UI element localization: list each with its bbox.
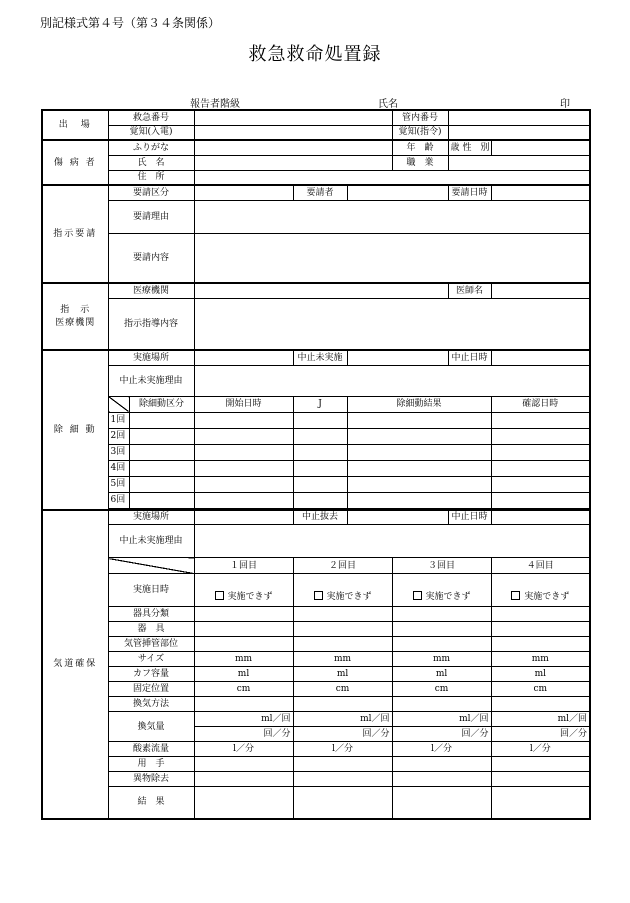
institution-section-line1: 指 示 [60,305,91,315]
defib-round-joule[interactable] [293,460,347,476]
airway-cell[interactable] [293,622,392,637]
doctor-name-field[interactable] [491,283,590,298]
defib-round-start[interactable] [194,476,293,492]
airway-cell[interactable] [392,607,491,622]
airway-stop-remove-field[interactable] [347,510,448,525]
size-unit[interactable]: mm [293,652,392,667]
age-label: 年 齢 [392,140,448,155]
oxygen-unit[interactable]: l／分 [392,742,491,757]
defib-round-row [42,444,590,460]
defib-header-diagonal [108,396,129,412]
intubation-site-label: 気管挿管部位 [108,637,194,652]
defib-round-row [42,492,590,508]
defib-round-start[interactable] [194,412,293,428]
device-label: 器 具 [108,622,194,637]
defib-round-result[interactable] [347,412,491,428]
defib-result-label: 除細動結果 [347,396,491,412]
airway-cell[interactable] [293,607,392,622]
defib-round-joule[interactable] [293,476,347,492]
reporter-name-label: 氏名 [378,99,398,110]
airway-cell[interactable] [194,787,293,819]
defib-not-done-field[interactable] [347,350,448,365]
airway-not-done-reason-field[interactable] [194,525,590,558]
airway-cell[interactable] [392,787,491,819]
airway-location-field[interactable] [194,510,293,525]
defib-not-done-label: 中止未実施 [293,350,347,365]
defib-round-category[interactable] [129,476,194,492]
defib-round-joule[interactable] [293,428,347,444]
checkbox-icon[interactable] [511,591,520,600]
defib-round-label: 1回 [108,412,129,428]
airway-cell[interactable] [293,772,392,787]
defib-round-confirm[interactable] [491,492,590,508]
airway-cell[interactable] [392,637,491,652]
airway-cell[interactable] [194,772,293,787]
airway-cell[interactable] [392,757,491,772]
airway-cell[interactable] [293,787,392,819]
ventilation-method-label: 換気方法 [108,697,194,712]
airway-cell[interactable] [392,772,491,787]
requester-label: 要請者 [293,185,347,200]
assistant-label: 用 手 [108,757,194,772]
cuff-label: カフ容量 [108,667,194,682]
defib-round-label: 3回 [108,444,129,460]
defib-start-time-label: 開始日時 [194,396,293,412]
defib-round-result[interactable] [347,492,491,508]
seal-label: 印 [560,99,570,110]
oxygen-unit[interactable]: l／分 [491,742,590,757]
defib-round-label: 6回 [108,492,129,508]
defib-round-confirm[interactable] [491,428,590,444]
defib-round-category[interactable] [129,492,194,508]
request-category-label: 要請区分 [108,185,194,200]
defib-round-result[interactable] [347,444,491,460]
request-category-field[interactable] [194,185,293,200]
checkbox-icon[interactable] [413,591,422,600]
ventilation-unit1[interactable]: ml／回 [491,712,590,727]
airway-attempt-2-label: ２回目 [293,558,392,574]
airway-cell[interactable] [491,787,590,819]
defib-round-row [42,460,590,476]
oxygen-unit[interactable]: l／分 [194,742,293,757]
airway-not-possible-3[interactable] [392,574,491,607]
foreign-body-label: 異物除去 [108,772,194,787]
not-possible-text: 実施できず [227,592,273,602]
airway-not-possible-1[interactable] [194,574,293,607]
defib-stop-time-field[interactable] [491,350,590,365]
ventilation-unit2[interactable]: 回／分 [491,727,590,742]
sex-field[interactable] [491,140,590,155]
defib-confirm-time-label: 確認日時 [491,396,590,412]
defib-location-field[interactable] [194,350,293,365]
device-category-label: 器具分類 [108,607,194,622]
not-possible-text: 実施できず [524,592,570,602]
airway-cell[interactable] [194,757,293,772]
not-possible-text: 実施できず [425,592,471,602]
defib-round-result[interactable] [347,476,491,492]
airway-cell[interactable] [194,622,293,637]
defib-round-category[interactable] [129,460,194,476]
checkbox-icon[interactable] [314,591,323,600]
address-label: 住 所 [108,170,194,185]
airway-attempt-1-label: １回目 [194,558,293,574]
defib-not-done-reason-field[interactable] [194,365,590,396]
ventilation-volume-label: 換気量 [108,712,194,742]
defib-section: 除 細 動 [42,350,108,510]
ventilation-unit2[interactable]: 回／分 [392,727,491,742]
occupation-field[interactable] [448,155,590,170]
form-number: 別記様式第４号（第３４条関係） [40,16,221,30]
defib-round-joule[interactable] [293,444,347,460]
defib-stop-time-label: 中止日時 [448,350,491,365]
defib-location-label: 実施場所 [108,350,194,365]
jurisdiction-no-field[interactable] [448,110,590,125]
airway-not-done-reason-label: 中止未実施理由 [108,525,194,558]
defib-round-row [42,412,590,428]
emergency-no-label: 救急番号 [108,110,194,125]
defib-round-result[interactable] [347,428,491,444]
defib-round-start[interactable] [194,428,293,444]
medical-institution-label: 医療機関 [108,283,194,298]
airway-cell[interactable] [392,622,491,637]
airway-cell[interactable] [491,757,590,772]
airway-stop-remove-label: 中止抜去 [293,510,347,525]
request-content-label: 要請内容 [108,233,194,283]
emergency-record-form [41,109,591,820]
instruction-content-label: 指示指導内容 [108,298,194,350]
defib-round-confirm[interactable] [491,476,590,492]
defib-round-label: 2回 [108,428,129,444]
defib-round-start[interactable] [194,460,293,476]
cuff-unit[interactable]: ml [392,667,491,682]
ventilation-unit2[interactable]: 回／分 [194,727,293,742]
airway-cell[interactable] [194,697,293,712]
awareness-command-label: 覚知(指令) [392,125,448,140]
defib-joule-label: J [293,396,347,412]
awareness-entry-label: 覚知(入電) [108,125,194,140]
defib-round-start[interactable] [194,492,293,508]
defib-round-confirm[interactable] [491,460,590,476]
request-content-field[interactable] [194,233,590,283]
cuff-unit[interactable]: ml [293,667,392,682]
defib-round-result[interactable] [347,460,491,476]
age-unit [448,140,491,155]
airway-cell[interactable] [491,637,590,652]
not-possible-text: 実施できず [326,592,372,602]
sex-label: 性 別 [462,142,490,153]
reporter-rank-label: 報告者階級 [190,99,240,110]
awareness-command-field[interactable] [448,125,590,140]
defib-round-row [42,428,590,444]
airway-cell[interactable] [194,607,293,622]
airway-not-possible-2[interactable] [293,574,392,607]
defib-round-joule[interactable] [293,492,347,508]
airway-cell[interactable] [392,697,491,712]
airway-cell[interactable] [491,607,590,622]
ventilation-unit1[interactable]: ml／回 [392,712,491,727]
defib-round-confirm[interactable] [491,412,590,428]
instruction-content-field[interactable] [194,298,590,350]
defib-round-row [42,476,590,492]
defib-round-joule[interactable] [293,412,347,428]
defib-not-done-reason-label: 中止未実施理由 [108,365,194,396]
defib-round-start[interactable] [194,444,293,460]
request-section: 指示要請 [42,185,108,283]
oxygen-flow-label: 酸素流量 [108,742,194,757]
oxygen-unit[interactable]: l／分 [293,742,392,757]
airway-header-diagonal [108,558,194,574]
jurisdiction-no-label: 管内番号 [392,110,448,125]
furigana-label: ふりがな [108,140,194,155]
airway-attempt-3-label: ３回目 [392,558,491,574]
doctor-name-label: 医師名 [448,283,491,298]
defib-category-label: 除細動区分 [129,396,194,412]
defib-round-confirm[interactable] [491,444,590,460]
airway-cell[interactable] [194,637,293,652]
medical-institution-field[interactable] [194,283,448,298]
airway-datetime-label: 実施日時 [108,574,194,607]
institution-section-line2: 医療機関 [55,318,96,328]
defib-round-category[interactable] [129,428,194,444]
dispatch-section: 出 場 [42,110,108,140]
cuff-unit[interactable]: ml [491,667,590,682]
furigana-field[interactable] [194,140,392,155]
request-reason-label: 要請理由 [108,200,194,233]
defib-round-category[interactable] [129,412,194,428]
ventilation-unit1[interactable]: ml／回 [194,712,293,727]
defib-round-category[interactable] [129,444,194,460]
size-unit[interactable]: mm [392,652,491,667]
size-label: サイズ [108,652,194,667]
fixed-unit[interactable]: cm [194,682,293,697]
patient-name-field[interactable] [194,155,392,170]
request-datetime-label: 要請日時 [448,185,491,200]
size-unit[interactable]: mm [194,652,293,667]
institution-section [42,283,108,350]
airway-cell[interactable] [491,697,590,712]
request-datetime-field[interactable] [491,185,590,200]
patient-name-label: 氏 名 [108,155,194,170]
fixed-position-label: 固定位置 [108,682,194,697]
airway-attempt-4-label: ４回目 [491,558,590,574]
size-unit[interactable]: mm [491,652,590,667]
airway-cell[interactable] [491,622,590,637]
requester-field[interactable] [347,185,448,200]
defib-round-label: 4回 [108,460,129,476]
fixed-unit[interactable]: cm [491,682,590,697]
form-title: 救急救命処置録 [248,44,382,65]
airway-cell[interactable] [293,637,392,652]
fixed-unit[interactable]: cm [293,682,392,697]
fixed-unit[interactable]: cm [392,682,491,697]
address-field[interactable] [194,170,590,185]
checkbox-icon[interactable] [215,591,224,600]
airway-cell[interactable] [293,757,392,772]
airway-stop-time-field[interactable] [491,510,590,525]
airway-location-label: 実施場所 [108,510,194,525]
airway-cell[interactable] [293,697,392,712]
airway-not-possible-4[interactable] [491,574,590,607]
ventilation-unit1[interactable]: ml／回 [293,712,392,727]
airway-section: 気道確保 [42,510,108,819]
awareness-entry-field[interactable] [194,125,392,140]
ventilation-unit2[interactable]: 回／分 [293,727,392,742]
cuff-unit[interactable]: ml [194,667,293,682]
request-reason-field[interactable] [194,200,590,233]
result-label: 結 果 [108,787,194,819]
occupation-label: 職 業 [392,155,448,170]
age-unit-text: 歳 [450,142,460,153]
airway-cell[interactable] [491,772,590,787]
emergency-no-field[interactable] [194,110,392,125]
airway-stop-time-label: 中止日時 [448,510,491,525]
patient-section: 傷 病 者 [42,140,108,185]
defib-round-label: 5回 [108,476,129,492]
